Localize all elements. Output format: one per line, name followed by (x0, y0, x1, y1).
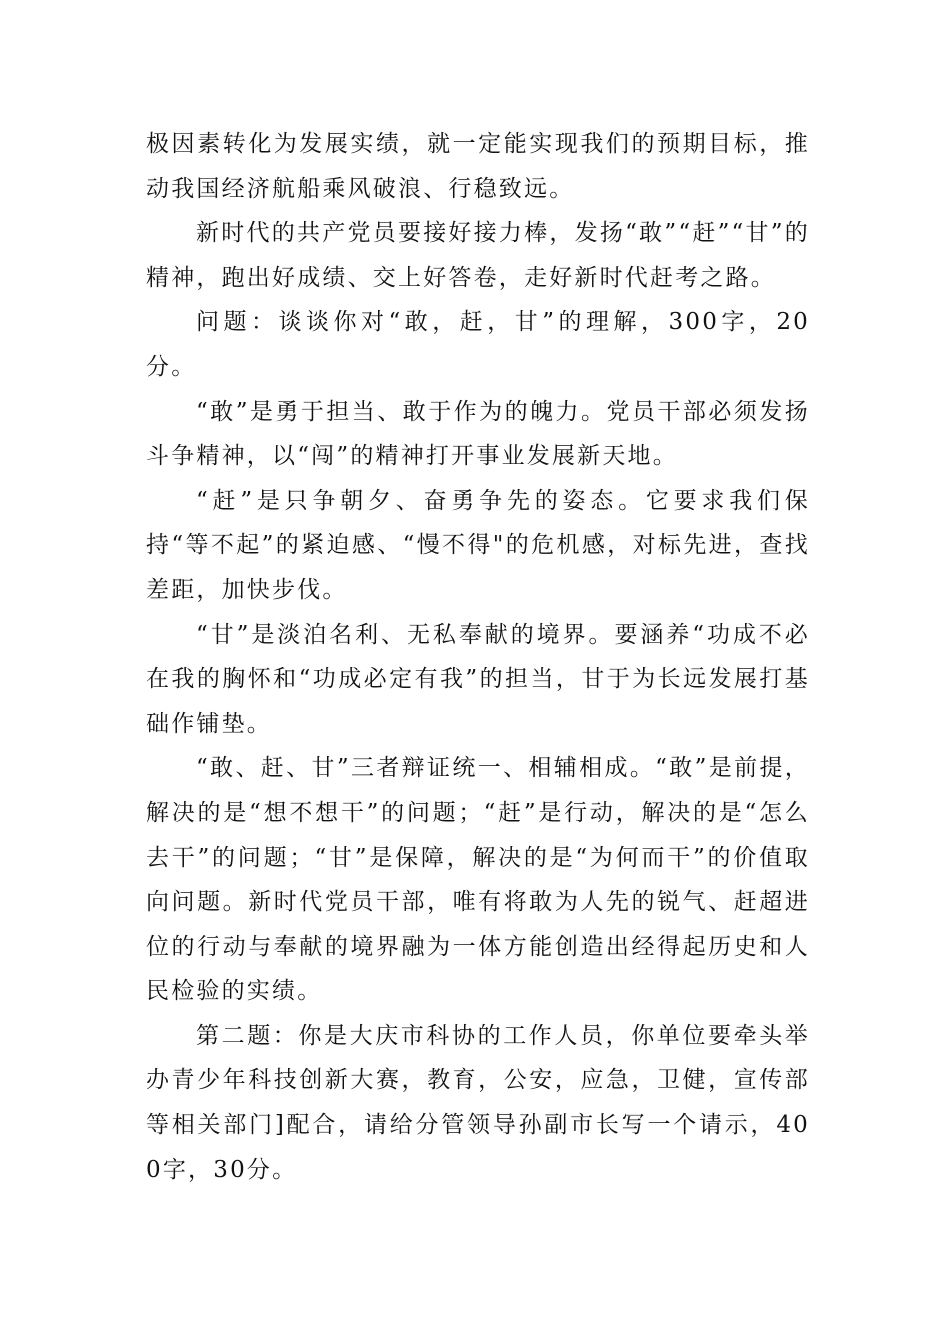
paragraph-unity: “敢、赶、甘”三者辩证统一、相辅相成。“敢”是前提，解决的是“想不想干”的问题；“赶”是行动，解决的是“怎么去干”的问题；“甘”是保障，解决的是“为何而干”的价值取向问题。新时代党员干部，唯有将敢为人先的锐气、赶超进位的行动与奉献的境界融为一体方能创造出经得起历史和人民检验的实绩。 (146, 755, 810, 1005)
paragraph-continuation: 极因素转化为发展实绩，就一定能实现我们的预期目标，推动我国经济航船乘风破浪、行稳致远。 (146, 131, 810, 202)
paragraph-question-one: 问题：谈谈你对“敢，赶，甘”的理解，300字，20分。 (146, 309, 810, 380)
paragraph-gan-courage: “敢”是勇于担当、敢于作为的魄力。党员干部必须发扬斗争精神，以“闯”的精神打开事业发展新天地。 (146, 398, 810, 470)
paragraph-new-era-members: 新时代的共产党员要接好接力棒，发扬“敢”“赶”“甘”的精神，跑出好成绩、交上好答卷，走好新时代赶考之路。 (146, 220, 810, 291)
paragraph-question-two: 第二题：你是大庆市科协的工作人员，你单位要牵头举办青少年科技创新大赛，教育，公安，应急，卫健，宣传部等相关部门]配合，请给分管领导孙副市长写一个请示，400字，30分。 (146, 1022, 810, 1183)
paragraph-gan-willing: “甘”是淡泊名利、无私奉献的境界。要涵养“功成不必在我的胸怀和“功成必定有我”的担当，甘于为长远发展打基础作铺垫。 (146, 621, 810, 737)
document-body (146, 122, 810, 1192)
paragraph-gan-hurry: “赶”是只争朝夕、奋勇争先的姿态。它要求我们保持“等不起”的紧迫感、“慢不得"的危机感，对标先进，查找差距，加快步伐。 (146, 487, 810, 603)
